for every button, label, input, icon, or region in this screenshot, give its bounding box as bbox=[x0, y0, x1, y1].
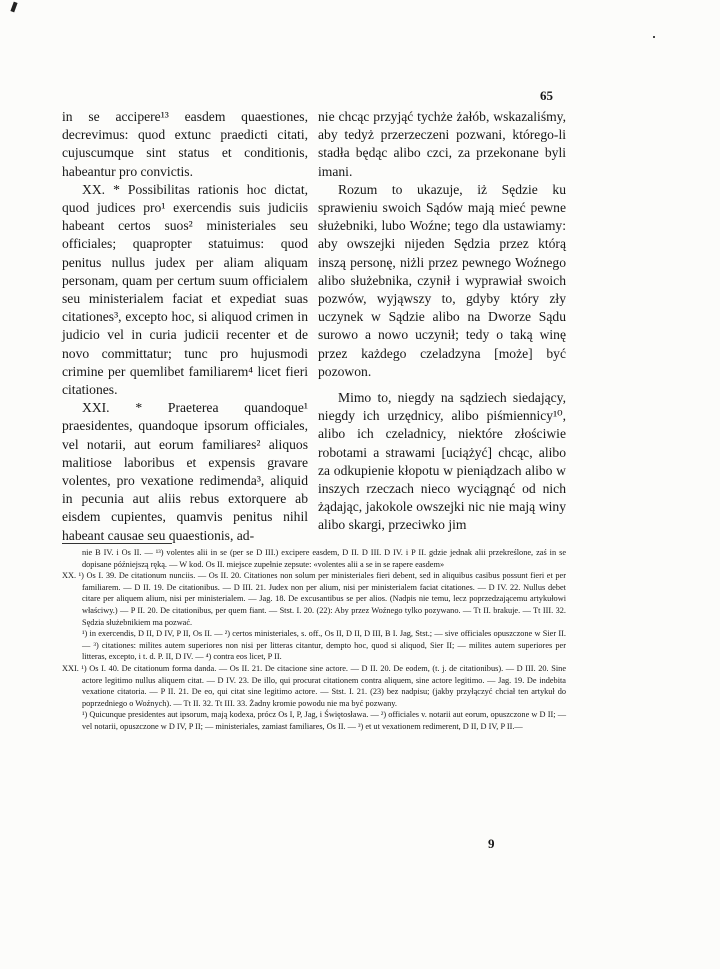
polish-paragraph: nie chcąc przyjąć tychże żałób, wskazaliśmy, aby tedyż przerzeczeni pozwani, którego-li stadła będąc alibo czci, za przekonane byli imani. bbox=[318, 109, 566, 179]
polish-column bbox=[318, 108, 566, 535]
scan-speck bbox=[653, 36, 655, 38]
signature-mark: 9 bbox=[488, 836, 495, 851]
polish-paragraph: Mimo to, niegdy na sądziech siedający, niegdy ich urzędnicy, alibo piśmiennicy¹⁰, alibo ich czeladnicy, niektóre złościwie robotami a strawami [uciążyć] chcąc, alibo za odkupienie kłopotu w pieniądzach alibo w inszych rzeczach nieco wyciągnąć od nich żądając, jakokole owszejki nic nie mają winy alibo skargi, przeciwko jim bbox=[318, 390, 566, 533]
footnotes bbox=[62, 547, 566, 733]
latin-paragraph: in se accipere¹³ easdem quaestiones, decrevimus: quod extunc praedicti citati, cujuscumque sint status et conditionis, habeantur pro convictis. bbox=[62, 109, 308, 179]
footnote: ¹) in exercendis, D II, D IV, P II, Os II. — ²) certos ministeriales, s. off., Os II, D II, D III, B I. Jag, Stst.; — sive officiales opuszczone w Sier II. — ³) citationes: milites autem superiores non nisi per litteras citantur, dempto hoc, quod si aliquod, Sier II; — milites autem superiores per litteras, excepto, i t. d. P. II, D IV. — ⁴) contra eos licet, P II. bbox=[82, 629, 566, 662]
footnote: ¹) Quicunque presidentes aut ipsorum, mają kodexa, prócz Os I, P, Jag, i Świętosława. — ²) officiales v. notarii aut eorum, opuszczone w D II; — vel notarii, opuszczone w D IV, P II; — ministeriales, zamiast familiares, Os II. — ³) et ut vexationem redimerent, D II, D IV, P II.— bbox=[82, 710, 566, 731]
latin-paragraph: XXI. * Praeterea quandoque¹ praesidentes, quandoque ipsorum officiales, vel notarii, aut eorum familiares² aliquos malitiose laboribus et expensis gravare volentes, pro vexatione redimenda³, aliquid in pecunia aut aliis rebus extorquere ab eisdem cupientes, quamvis penitus nihil habeant causae seu quaestionis, ad- bbox=[62, 400, 308, 543]
footnote: nie B IV. i Os II. — ¹³) volentes alii in se (per se D III.) excipere easdem, D II. D III. D IV. i P II. gdzie jednak alii przekreślone, zaś in se dopisane późniejszą ręką. — W kod. Os II. miejsce zupełnie zepsute: «volentes alii a se in se rapere easdem» bbox=[82, 548, 566, 569]
page-number: 65 bbox=[540, 88, 553, 103]
footnote: XX. ¹) Os I. 39. De citationum nunciis. — Os II. 20. Citationes non solum per ministeriales fieri debent, sed in aliquibus casibus possunt fieri et per familiarem. — D II. 19. De citationibus. — D III. 21. Judex non per alium, nisi per ministerialem faciat citationes. — D IV. 22. Nullus debet citare per aliquem alium, nisi per ministerialem. — Jag. 18. De excusantibus se per alios. (Nadpis nie temu, lecz poprzedzającemu artykułowi właściwy.) — P II. 20. De citationibus, per quem fiant. — Stst. I. 20. (22): Aby przez Woźnego tylko pozywano. — Tt II. brakuje. — Tt III. 32. Sędzia służebnikiem ma pozwać. bbox=[62, 571, 566, 627]
latin-column bbox=[62, 108, 308, 545]
footnote-divider bbox=[62, 543, 172, 544]
polish-paragraph: Rozum to ukazuje, iż Sędzie ku sprawieniu swoich Sądów mają mieć pewne służebniki, lubo Woźne; tego dla ustawiamy: aby owszejki nijeden Sędzia przez którą inszą personę, niżli przez pewnego Woźnego alibo służebnika, czynił i wyprawiał swoich pozwów, wyjąwszy to, gdyby który zły uczynek w Sądzie alibo na Dworze Sądu surowo a nowo uczynił; tedy o taką winę przez każdego czeladzyna [może] być pozowon. bbox=[318, 181, 566, 379]
footnote: XXI. ¹) Os I. 40. De citationum forma danda. — Os II. 21. De citacione sine actore. — D II. 20. De eodem, (t. j. de citationibus). — D III. 20. Sine actore legitimo nullus aliquem citat. — D IV. 23. De illo, qui procurat citationem contra aliquem, sine actore legitimo. — Jag. 19. De indebita vexatione citatoria. — P II. 21. De eo, qui citat sine legitimo actore. — Stst. I. 21. (23) bez nadpisu; (jakby przyłączyć chciał ten artykuł do poprzedniego o Woźnych). — Tt II. 32. Tt III. 33. Żadny kromie powodu nie ma być pozwany. bbox=[62, 663, 566, 708]
scan-speck bbox=[10, 2, 17, 13]
latin-paragraph: XX. * Possibilitas rationis hoc dictat, quod judices pro¹ exercendis suis judiciis habeant certos suos² ministeriales seu officiales; quapropter statuimus: quod penitus nullus judex per aliam aliquam personam, quam per certum suum officialem seu ministerialem faciat et expediat suas citationes³, excepto hoc, si aliquod crimen in judicio vel in curia judicii recenter et de novo committatur; tunc pro hujusmodi crimine per quemlibet familiarem⁴ licet fieri citationes. bbox=[62, 181, 308, 398]
